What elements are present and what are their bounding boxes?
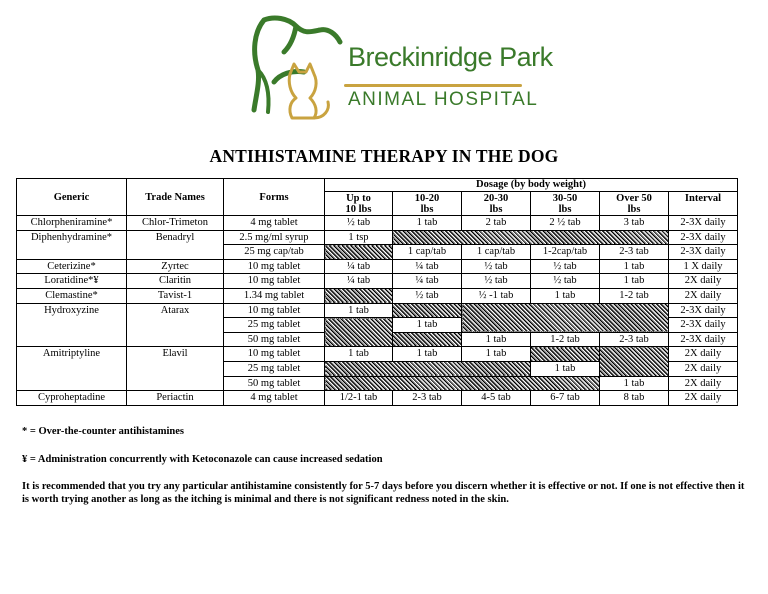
- form-cell: 10 mg tablet: [224, 259, 325, 274]
- dose-cell: ¼ tab: [325, 259, 393, 274]
- interval-cell: 2-3X daily: [669, 332, 738, 347]
- dose-cell: 1 tab: [600, 376, 669, 391]
- hatched-cell: [325, 245, 393, 260]
- interval-cell: 2-3X daily: [669, 230, 738, 245]
- dose-cell: ¼ tab: [393, 259, 462, 274]
- hatched-cell: [325, 288, 393, 303]
- interval-cell: 2-3X daily: [669, 318, 738, 333]
- form-cell: 2.5 mg/ml syrup: [224, 230, 325, 245]
- trade-cell: Periactin: [127, 391, 224, 406]
- dosage-table: [16, 178, 738, 406]
- trade-cell: Atarax: [127, 303, 224, 347]
- hatched-cell: [393, 332, 462, 347]
- dose-cell: ½ tab: [325, 216, 393, 231]
- hatched-cell: [393, 230, 669, 245]
- table-row: [17, 259, 738, 274]
- generic-cell: Cyproheptadine: [17, 391, 127, 406]
- dose-cell: 1 tab: [393, 318, 462, 333]
- form-cell: 50 mg tablet: [224, 376, 325, 391]
- hatched-cell: [600, 347, 669, 376]
- dose-cell: 1 tab: [325, 303, 393, 318]
- interval-cell: 1 X daily: [669, 259, 738, 274]
- dose-cell: 2-3 tab: [393, 391, 462, 406]
- table-row: [17, 288, 738, 303]
- note-recommendation: It is recommended that you try any particular antihistamine consistently for 5-7 days before you discern whether it is effective or not. If one is not effective then it is worth trying another as long as the itching is minimal and there is not significant redness noted in the skin.: [22, 481, 745, 505]
- dose-cell: 1 tab: [531, 288, 600, 303]
- header-trade-names: Trade Names: [127, 179, 224, 216]
- interval-cell: 2-3X daily: [669, 303, 738, 318]
- interval-cell: 2-3X daily: [669, 216, 738, 231]
- dose-cell: 6-7 tab: [531, 391, 600, 406]
- dose-cell: 1 tab: [325, 347, 393, 362]
- hospital-logo: [244, 12, 553, 124]
- trade-cell: Zyrtec: [127, 259, 224, 274]
- interval-cell: 2X daily: [669, 274, 738, 289]
- generic-cell: Loratidine*¥: [17, 274, 127, 289]
- interval-cell: 2X daily: [669, 391, 738, 406]
- page-title: ANTIHISTAMINE THERAPY IN THE DOG: [209, 146, 559, 166]
- form-cell: 50 mg tablet: [224, 332, 325, 347]
- dose-cell: 1 cap/tab: [393, 245, 462, 260]
- generic-cell: Ceterizine*: [17, 259, 127, 274]
- logo-divider: [344, 84, 522, 87]
- trade-cell: Tavist-1: [127, 288, 224, 303]
- hospital-name: Breckinridge Park: [348, 42, 553, 72]
- dose-cell: 1 tab: [531, 361, 600, 376]
- form-cell: 25 mg tablet: [224, 318, 325, 333]
- hatched-cell: [462, 303, 669, 332]
- trade-cell: Claritin: [127, 274, 224, 289]
- dose-cell: 1 tab: [462, 332, 531, 347]
- header-weight: 10-20 lbs: [393, 192, 462, 216]
- table-row: [17, 216, 738, 231]
- form-cell: 25 mg tablet: [224, 361, 325, 376]
- table-row: [17, 303, 738, 318]
- interval-cell: 2X daily: [669, 288, 738, 303]
- interval-cell: 2X daily: [669, 347, 738, 362]
- form-cell: 1.34 mg tablet: [224, 288, 325, 303]
- interval-cell: 2-3X daily: [669, 245, 738, 260]
- form-cell: 4 mg tablet: [224, 216, 325, 231]
- dose-cell: ½ tab: [462, 259, 531, 274]
- generic-cell: Chlorpheniramine*: [17, 216, 127, 231]
- dog-cat-logo-icon: [244, 12, 354, 124]
- dose-cell: 1 tab: [600, 259, 669, 274]
- dose-cell: ½ tab: [531, 274, 600, 289]
- dose-cell: 4-5 tab: [462, 391, 531, 406]
- hatched-cell: [325, 318, 393, 347]
- table-row: [17, 230, 738, 245]
- form-cell: 10 mg tablet: [224, 347, 325, 362]
- header-interval: Interval: [669, 192, 738, 216]
- trade-cell: Chlor-Trimeton: [127, 216, 224, 231]
- dose-cell: 1-2 tab: [600, 288, 669, 303]
- hatched-cell: [393, 303, 462, 318]
- dose-cell: 8 tab: [600, 391, 669, 406]
- interval-cell: 2X daily: [669, 361, 738, 376]
- hatched-cell: [325, 376, 600, 391]
- dose-cell: 1 tab: [393, 347, 462, 362]
- dose-cell: ¼ tab: [325, 274, 393, 289]
- hospital-subtitle: ANIMAL HOSPITAL: [348, 89, 539, 110]
- table-row: [17, 347, 738, 362]
- dose-cell: 1-2 tab: [531, 332, 600, 347]
- hatched-cell: [325, 361, 531, 376]
- trade-cell: Elavil: [127, 347, 224, 391]
- dose-cell: ¼ tab: [393, 274, 462, 289]
- dose-cell: ½ tab: [393, 288, 462, 303]
- header-weight: Over 50 lbs: [600, 192, 669, 216]
- table-row: [17, 274, 738, 289]
- form-cell: 10 mg tablet: [224, 303, 325, 318]
- note-ketoconazole: ¥ = Administration concurrently with Ketoconazole can cause increased sedation: [22, 454, 383, 465]
- note-otc: * = Over-the-counter antihistamines: [22, 426, 185, 437]
- header-weight: Up to 10 lbs: [325, 192, 393, 216]
- header-weight: 30-50 lbs: [531, 192, 600, 216]
- header-dosage: Dosage (by body weight): [325, 179, 738, 192]
- dose-cell: 1 cap/tab: [462, 245, 531, 260]
- form-cell: 4 mg tablet: [224, 391, 325, 406]
- dose-cell: 1 tab: [462, 347, 531, 362]
- interval-cell: 2X daily: [669, 376, 738, 391]
- dose-cell: 2 tab: [462, 216, 531, 231]
- dose-cell: 1/2-1 tab: [325, 391, 393, 406]
- generic-cell: Diphenhydramine*: [17, 230, 127, 259]
- generic-cell: Amitriptyline: [17, 347, 127, 391]
- header-weight: 20-30 lbs: [462, 192, 531, 216]
- dose-cell: ½ tab: [462, 274, 531, 289]
- hatched-cell: [531, 347, 600, 362]
- trade-cell: Benadryl: [127, 230, 224, 259]
- dose-cell: ½ tab: [531, 259, 600, 274]
- dose-cell: 2-3 tab: [600, 332, 669, 347]
- form-cell: 10 mg tablet: [224, 274, 325, 289]
- dose-cell: 3 tab: [600, 216, 669, 231]
- header-generic: Generic: [17, 179, 127, 216]
- generic-cell: Hydroxyzine: [17, 303, 127, 347]
- dose-cell: 1 tab: [600, 274, 669, 289]
- dose-cell: ½ -1 tab: [462, 288, 531, 303]
- form-cell: 25 mg cap/tab: [224, 245, 325, 260]
- table-row: [17, 391, 738, 406]
- dose-cell: 1 tsp: [325, 230, 393, 245]
- dose-cell: 1-2cap/tab: [531, 245, 600, 260]
- header-forms: Forms: [224, 179, 325, 216]
- dose-cell: 2-3 tab: [600, 245, 669, 260]
- dose-cell: 2 ½ tab: [531, 216, 600, 231]
- dose-cell: 1 tab: [393, 216, 462, 231]
- generic-cell: Clemastine*: [17, 288, 127, 303]
